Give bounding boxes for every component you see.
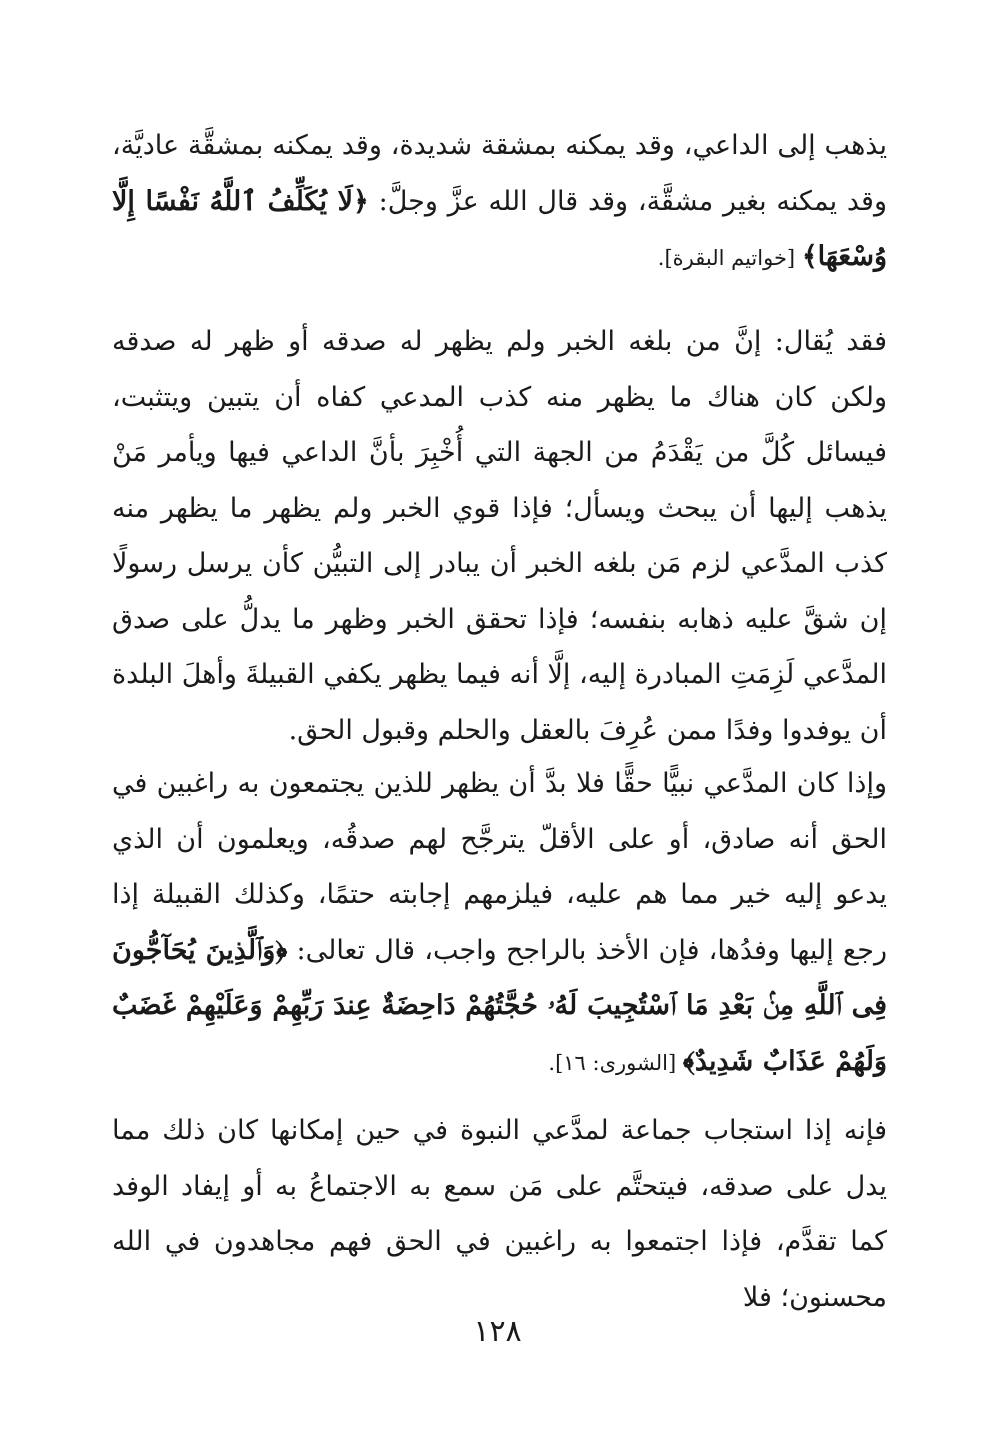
paragraph-3-text: وإذا كان المدَّعي نبيًّا حقًّا فلا بدَّ أن يظهر للذين يجتمعون به راغبين في الحق أنه صادق، أو على الأقلّ يترجَّح لهم صدقُه، ويعلمون أن الذي يدعو إليه خير مما هم عليه، فيلزمهم إجابته حتمًا، وكذلك القبيلة إذا رجع إليها وفدُها، فإن الأخذ بالراجح واجب، قال تعالى: [112, 768, 888, 966]
paragraph-2 [112, 314, 887, 758]
quran-verse-2: ﴿وَٱلَّذِينَ يُحَآجُّونَ فِى ٱللَّهِ مِنۢ بَعْدِ مَا ٱسْتُجِيبَ لَهُۥ حُجَّتُهُمْ دَاحِضَةٌ عِندَ رَبِّهِمْ وَعَلَيْهِمْ غَضَبٌ وَلَهُمْ عَذَابٌ شَدِيدٌ﴾ [112, 934, 887, 1077]
paragraph-3 [112, 756, 887, 1091]
paragraph-4 [112, 1103, 887, 1325]
paragraph-1 [112, 118, 887, 287]
verse-reference-2: [الشورى: ١٦]. [548, 1050, 683, 1075]
page-number: ١٢٨ [473, 1314, 522, 1349]
verse-reference-1: [خواتيم البقرة]. [657, 246, 802, 270]
paragraph-1-text: يذهب إلى الداعي، وقد يمكنه بمشقة شديدة، وقد يمكنه بمشقَّة عاديَّة، وقد يمكنه بغير مشقَّة، وقد قال الله عزَّ وجلَّ: [112, 130, 888, 217]
paragraph-2-text: فقد يُقال: إنَّ من بلغه الخبر ولم يظهر له صدقه أو ظهر له صدقه ولكن كان هناك ما يظهر منه كذب المدعي كفاه أن يتبين ويتثبت، فيسائل كُلَّ من يَقْدَمُ من الجهة التي أُخْبِرَ بأنَّ الداعي فيها ويأمر مَنْ يذهب إليها أن يبحث ويسأل؛ فإذا قوي الخبر ولم يظهر ما يظهر منه كذب المدَّعي لزم مَن بلغه الخبر أن يبادر إلى التبيُّن كأن يرسل رسولًا إن شقَّ عليه ذهابه بنفسه؛ فإذا تحقق الخبر وظهر ما يدلُّ على صدق المدَّعي لَزِمَتِ المبادرة إليه، إلَّا أنه فيما يظهر يكفي القبيلةَ وأهلَ البلدة أن يوفدوا وفدًا ممن عُرِفَ بالعقل والحلم وقبول الحق. [112, 326, 887, 746]
paragraph-4-text: فإنه إذا استجاب جماعة لمدَّعي النبوة في حين إمكانها كان ذلك مما يدل على صدقه، فيتحتَّم على مَن سمع به الاجتماعُ به أو إيفاد الوفد كما تقدَّم، فإذا اجتمعوا به راغبين في الحق فهم مجاهدون في الله محسنون؛ فلا [112, 1115, 887, 1313]
quran-verse-1: ﴿لَا يُكَلِّفُ ٱللَّهُ نَفْسًا إِلَّا وُسْعَهَا﴾ [112, 185, 887, 272]
